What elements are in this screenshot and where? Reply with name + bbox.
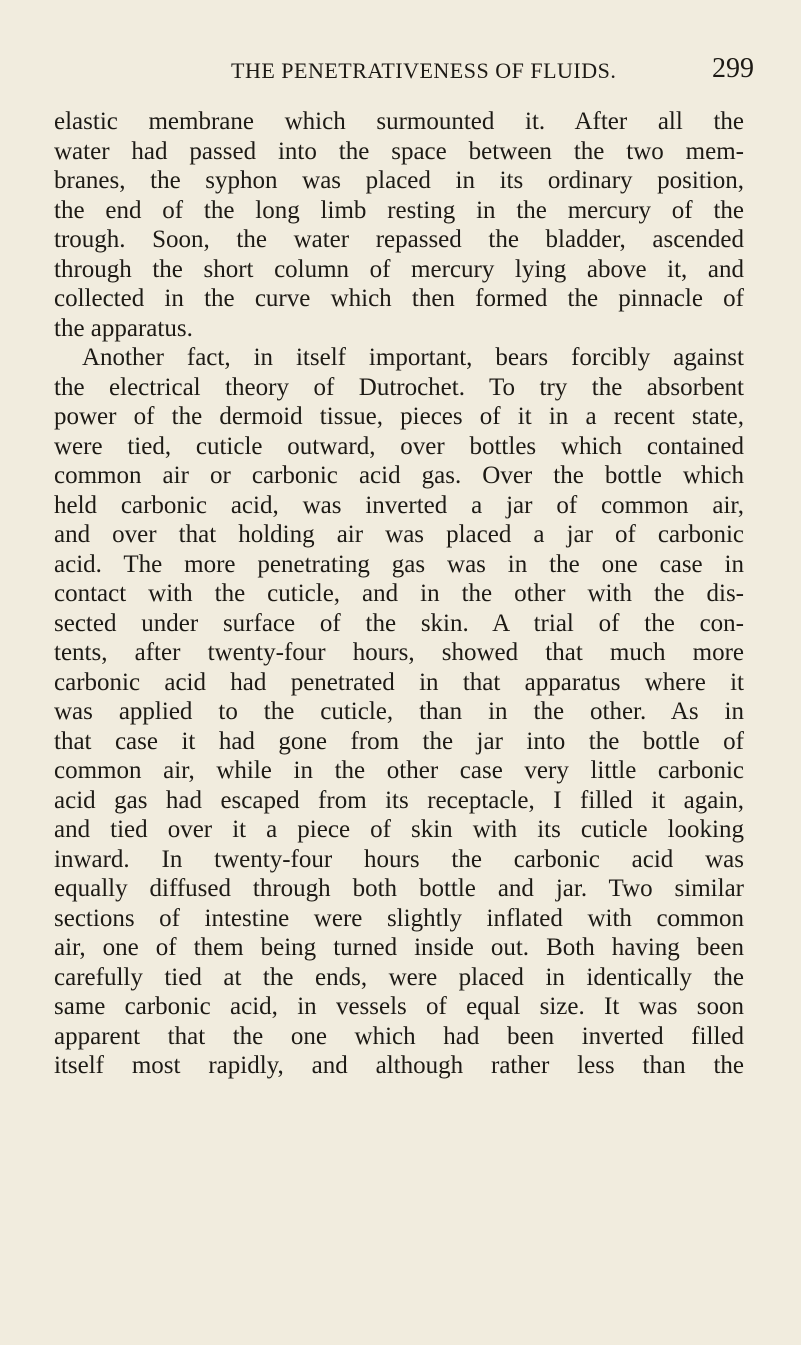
text-line: elastic membrane which surmounted it. After all the	[54, 108, 744, 135]
text-line: that case it had gone from the jar into the bottle of	[54, 727, 744, 755]
body-text	[54, 107, 744, 1081]
text-line: common air, while in the other case very little carbonic	[54, 757, 744, 784]
text-line: branes, the syphon was placed in its ordinary position,	[54, 167, 744, 194]
text-line: equally diffused through both bottle and jar. Two similar	[54, 875, 744, 902]
text-line: power of the dermoid tissue, pieces of it in a recent state,	[54, 403, 744, 430]
running-head	[54, 53, 754, 88]
text-line: common air or carbonic acid gas. Over the bottle which	[54, 462, 744, 489]
text-line: acid. The more penetrating gas was in the one case in	[54, 550, 744, 578]
text-line: collected in the curve which then formed the pinnacle of	[54, 285, 744, 312]
text-line: and over that holding air was placed a jar of carbonic	[54, 521, 744, 548]
text-line: and tied over it a piece of skin with its cuticle looking	[54, 816, 744, 843]
text-line: sections of intestine were slightly inflated with common	[54, 904, 744, 932]
paragraph-start-line: Another fact, in itself important, bears forcibly against	[82, 344, 744, 371]
text-line: were tied, cuticle outward, over bottles which contained	[54, 432, 744, 460]
text-line: contact with the cuticle, and in the other with the dis-	[54, 580, 744, 607]
text-line: itself most rapidly, and although rather less than the	[54, 1052, 744, 1079]
text-line: same carbonic acid, in vessels of equal size. It was soon	[54, 993, 744, 1020]
text-line: through the short column of mercury lying above it, and	[54, 255, 744, 283]
running-title: THE PENETRATIVENESS OF FLUIDS.	[231, 58, 617, 83]
text-line: tents, after twenty-four hours, showed that much more	[54, 639, 744, 666]
text-line: water had passed into the space between the two mem-	[54, 137, 744, 165]
text-line: was applied to the cuticle, than in the other. As in	[54, 698, 744, 725]
text-line: the electrical theory of Dutrochet. To try the absorbent	[54, 373, 744, 401]
text-line: held carbonic acid, was inverted a jar of common air,	[54, 491, 744, 519]
text-line: sected under surface of the skin. A trial of the con-	[54, 609, 744, 637]
text-line: trough. Soon, the water repassed the bladder, ascended	[54, 226, 744, 253]
text-line: carbonic acid had penetrated in that apparatus where it	[54, 668, 744, 696]
text-line: apparent that the one which had been inverted filled	[54, 1022, 744, 1050]
text-line: air, one of them being turned inside out. Both having been	[54, 934, 744, 961]
text-line: carefully tied at the ends, were placed in identically the	[54, 963, 744, 991]
page-number: 299	[712, 53, 754, 84]
text-line: acid gas had escaped from its receptacle, I filled it again,	[54, 786, 744, 814]
text-line: the end of the long limb resting in the mercury of the	[54, 196, 744, 224]
text-line: inward. In twenty-four hours the carbonic acid was	[54, 845, 744, 873]
paragraph-end-line: the apparatus.	[54, 314, 193, 342]
